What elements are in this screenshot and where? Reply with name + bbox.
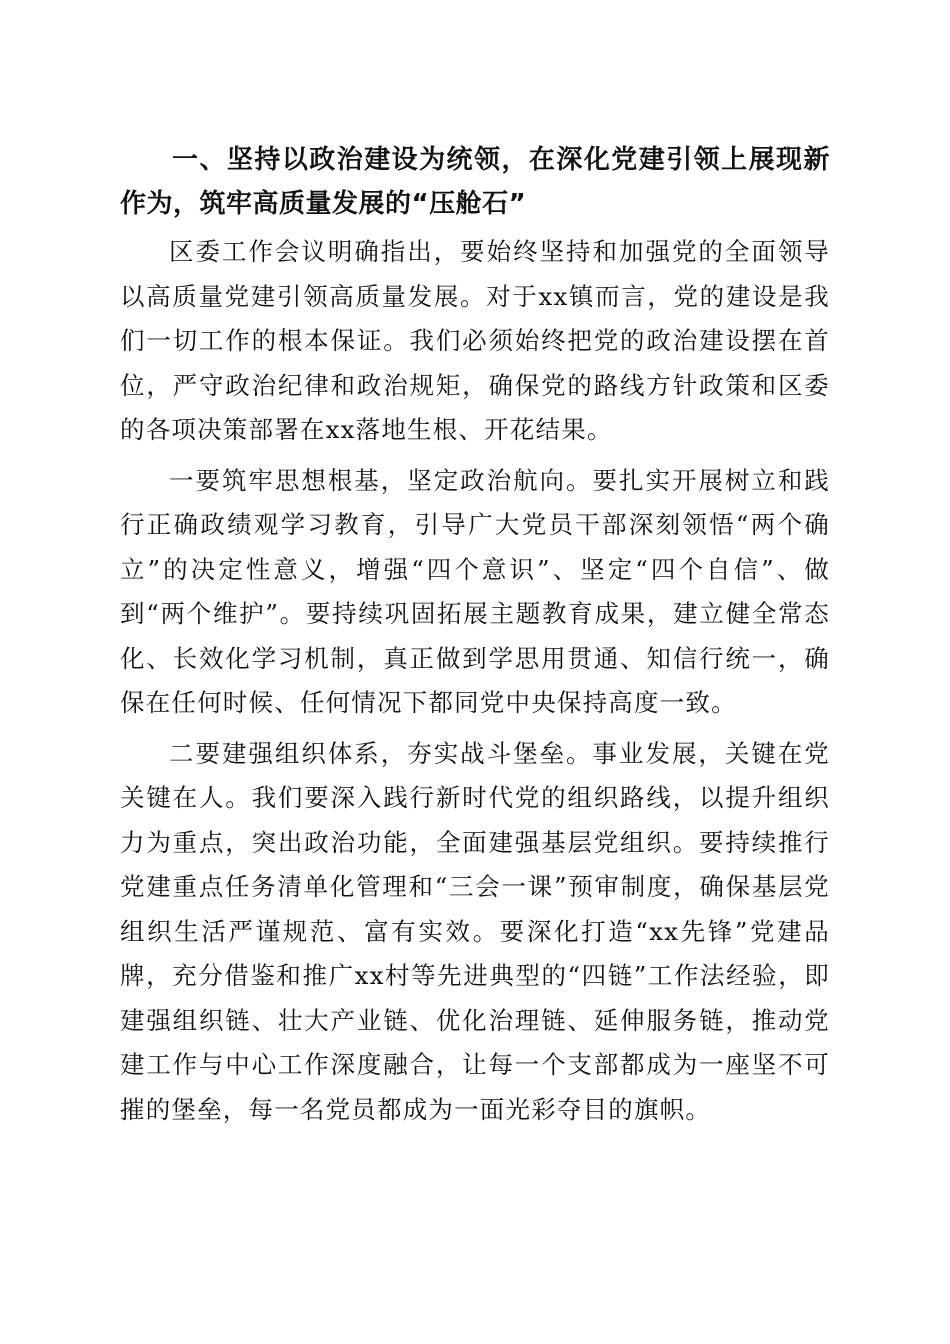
- document-body: [120, 138, 830, 1138]
- paragraph-point-one: 一要筑牢思想根基，坚定政治航向。要扎实开展树立和践行正确政绩观学习教育，引导广大党员干部深刻领悟“两个确立”的决定性意义，增强“四个意识”、坚定“四个自信”、做到“两个维护”。要持续巩固拓展主题教育成果，建立健全常态化、长效化学习机制，真正做到学思用贯通、知信行统一，确保在任何时候、任何情况下都同党中央保持高度一致。: [120, 465, 830, 717]
- paragraph-intro: 区委工作会议明确指出，要始终坚持和加强党的全面领导以高质量党建引领高质量发展。对于xx镇而言，党的建设是我们一切工作的根本保证。我们必须始终把党的政治建设摆在首位，严守政治纪律和政治规矩，确保党的路线方针政策和区委的各项决策部署在xx落地生根、开花结果。: [120, 237, 830, 444]
- section-heading: 一、坚持以政治建设为统领，在深化党建引领上展现新作为，筑牢高质量发展的“压舱石”: [120, 145, 830, 219]
- paragraph-point-two: 二要建强组织体系，夯实战斗堡垒。事业发展，关键在党关键在人。我们要深入践行新时代党的组织路线，以提升组织力为重点，突出政治功能，全面建强基层党组织。要持续推行党建重点任务清单化管理和“三会一课”预审制度，确保基层党组织生活严谨规范、富有实效。要深化打造“xx先锋”党建品牌，充分借鉴和推广xx村等先进典型的“四链”工作法经验，即建强组织链、壮大产业链、优化治理链、延伸服务链，推动党建工作与中心工作深度融合，让每一个支部都成为一座坚不可摧的堡垒，每一名党员都成为一面光彩夺目的旗帜。: [120, 738, 830, 1124]
